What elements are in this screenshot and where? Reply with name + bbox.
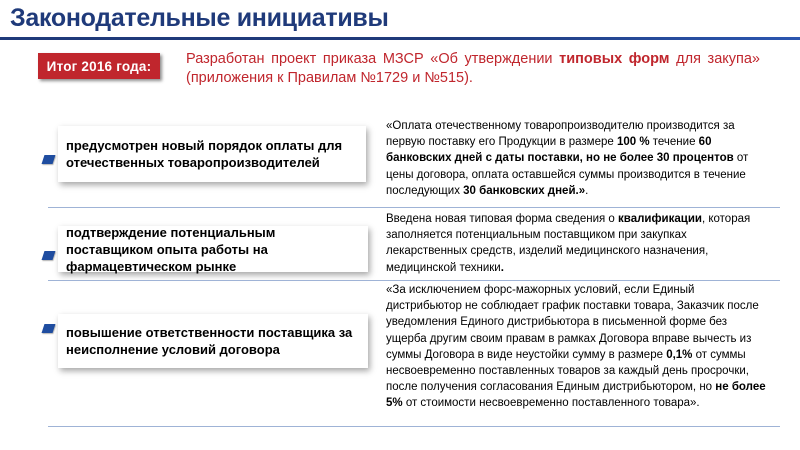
summary-badge: Итог 2016 года: <box>38 53 160 79</box>
emphasis-text: . <box>500 261 504 274</box>
body-text: от цены договора, оплата оставшейся суммы производится в течение последующих <box>386 152 749 197</box>
separator-line <box>48 207 780 208</box>
separator-line <box>48 280 780 281</box>
bullet-marker <box>42 324 56 333</box>
body-text: течение <box>649 136 699 149</box>
emphasis-text: 0,1% <box>666 348 693 361</box>
emphasis-text: типовых форм <box>559 51 670 67</box>
initiative-label-1: предусмотрен новый порядок оплаты для отечественных товаропроизводителей <box>58 126 366 182</box>
initiative-description-3 <box>386 282 766 412</box>
body-text: «За исключением форс-мажорных условий, если Единый дистрибьютор не соблюдает график поставки товара, Заказчик после уведомления Единого дистрибьютора в письменной форме без ущерба другим своим правам в рамках Договора вправе вычесть из суммы Договора в виде неустойки сумму в размере <box>386 284 759 361</box>
body-text: Введена новая типовая форма сведения о <box>386 213 619 225</box>
body-text: от суммы несвоевременно поставленных товаров за каждый день просрочки, после получения согласования Единым дистрибьютором, но <box>386 348 749 394</box>
emphasis-text: 60 банковских дней с даты поставки, но не более 30 процентов <box>386 136 734 165</box>
initiative-label-2: подтверждение потенциальным поставщиком опыта работы на фармацевтическом рынке <box>58 226 368 272</box>
body-text: Разработан проект приказа МЗСР «Об утверждении <box>186 51 560 67</box>
separator-line <box>48 426 780 427</box>
bullet-marker <box>42 251 56 260</box>
body-text: . <box>585 184 589 197</box>
initiative-label-3: повышение ответственности поставщика за неисполнение условий договора <box>58 314 368 368</box>
body-text: от стоимости несвоевременно поставленного товара». <box>402 397 700 410</box>
body-text: для закупа» (приложения к Правилам №1729 и №515). <box>186 51 760 86</box>
title-underline <box>0 37 800 40</box>
bullet-marker <box>42 155 56 164</box>
emphasis-text: 30 банковских дней.» <box>463 184 586 197</box>
initiative-description-2 <box>386 211 766 276</box>
page-title: Законодательные инициативы <box>10 4 389 32</box>
summary-text <box>186 50 760 88</box>
body-text: «Оплата отечественному товаропроизводителю производится за первую поставку его Продукции в размере <box>386 120 735 149</box>
body-text: , которая заполняется потенциальным поставщиком при закупках лекарственных средств, изделий медицинского назначения, медицинской техники <box>386 213 751 274</box>
emphasis-text: не более 5% <box>386 381 766 410</box>
emphasis-text: 100 % <box>616 136 650 149</box>
emphasis-text: квалификации <box>618 213 702 225</box>
initiative-description-1 <box>386 118 756 199</box>
